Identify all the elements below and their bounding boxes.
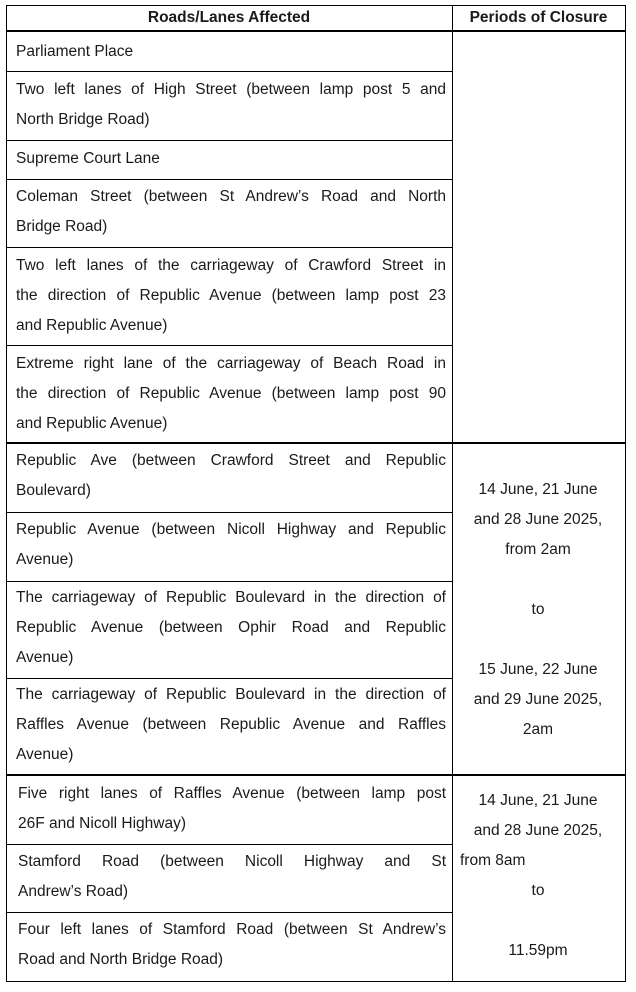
row-divider (6, 912, 452, 913)
period-line: 11.59pm (508, 942, 568, 959)
period-line: 15 June, 22 June (478, 661, 598, 678)
road-line: Avenue) (16, 746, 74, 763)
header-periods: Periods of Closure (469, 9, 608, 26)
row-divider (6, 345, 452, 346)
road-line: Avenue) (16, 649, 74, 666)
road-line: Republic Avenue (between Nicoll Highway and Republic (16, 521, 446, 538)
road-cell (16, 251, 446, 341)
period-line: and 28 June 2025, (473, 822, 603, 839)
road-line: Five right lanes of Raffles Avenue (between lamp post (18, 785, 446, 802)
road-cell (16, 515, 446, 575)
row-divider (6, 581, 452, 582)
road-line: Four left lanes of Stamford Road (between St Andrew’s (18, 921, 446, 938)
road-line: Bridge Road) (16, 218, 108, 235)
row-divider (6, 512, 452, 513)
column-divider (452, 5, 453, 982)
header-divider (6, 30, 626, 32)
period-line (454, 906, 622, 936)
table-border-left (6, 5, 7, 982)
road-line: and Republic Avenue) (16, 415, 168, 432)
road-line: Stamford Road (between Nicoll Highway and St (18, 853, 446, 870)
road-cell (16, 75, 446, 135)
road-line: the direction of Republic Avenue (between lamp post 23 (16, 287, 446, 304)
period-line: 14 June, 21 June (478, 792, 598, 809)
row-divider (6, 844, 452, 845)
closure-period-2 (454, 786, 622, 966)
road-line: Two left lanes of High Street (between lamp post 5 and (16, 81, 446, 98)
table-border-right (625, 5, 626, 982)
row-divider (6, 71, 452, 72)
road-line: Road and North Bridge Road) (18, 951, 224, 968)
road-line: Republic Avenue (between Ophir Road and Republic (16, 619, 446, 636)
row-divider (6, 678, 452, 679)
road-line: Andrew’s Road) (18, 883, 128, 900)
road-line: North Bridge Road) (16, 111, 150, 128)
road-cell (16, 37, 446, 67)
road-line: Two left lanes of the carriageway of Crawford Street in (16, 257, 446, 274)
period-line: to (531, 882, 545, 899)
road-cell (18, 847, 446, 907)
road-line: Coleman Street (between St Andrew’s Road and North (16, 188, 446, 205)
road-cell (16, 680, 446, 770)
road-line: and Republic Avenue) (16, 317, 168, 334)
road-cell (18, 779, 446, 839)
header-roads: Roads/Lanes Affected (147, 9, 311, 26)
row-divider (6, 179, 452, 180)
road-line: Republic Ave (between Crawford Street and Republic (16, 452, 446, 469)
road-line: Supreme Court Lane (16, 150, 160, 167)
period-line: from 8am (460, 852, 526, 869)
road-cell (16, 583, 446, 673)
road-line: the direction of Republic Avenue (between lamp post 90 (16, 385, 446, 402)
road-cell (16, 144, 446, 174)
period-line: 2am (522, 721, 554, 738)
road-line: Avenue) (16, 551, 74, 568)
table-border-bottom (6, 981, 626, 982)
period-line: from 2am (505, 541, 571, 558)
period-line: 14 June, 21 June (478, 481, 598, 498)
road-cell (18, 915, 446, 975)
row-divider (6, 247, 452, 248)
road-cell (16, 446, 446, 506)
period-line (454, 565, 622, 595)
row-divider (6, 774, 626, 776)
row-divider (6, 442, 626, 444)
road-line: 26F and Nicoll Highway) (18, 815, 186, 832)
road-cell (16, 182, 446, 242)
closure-period-1 (454, 475, 622, 745)
road-line: Extreme right lane of the carriageway of Beach Road in (16, 355, 446, 372)
road-line: The carriageway of Republic Boulevard in the direction of (16, 589, 446, 606)
period-line: to (531, 601, 545, 618)
road-cell (16, 349, 446, 439)
road-line: The carriageway of Republic Boulevard in the direction of (16, 686, 446, 703)
road-line: Parliament Place (16, 43, 134, 60)
period-line: and 29 June 2025, (473, 691, 603, 708)
road-line: Boulevard) (16, 482, 91, 499)
row-divider (6, 140, 452, 141)
period-line: and 28 June 2025, (473, 511, 603, 528)
road-line: Raffles Avenue (between Republic Avenue and Raffles (16, 716, 446, 733)
period-line (454, 625, 622, 655)
